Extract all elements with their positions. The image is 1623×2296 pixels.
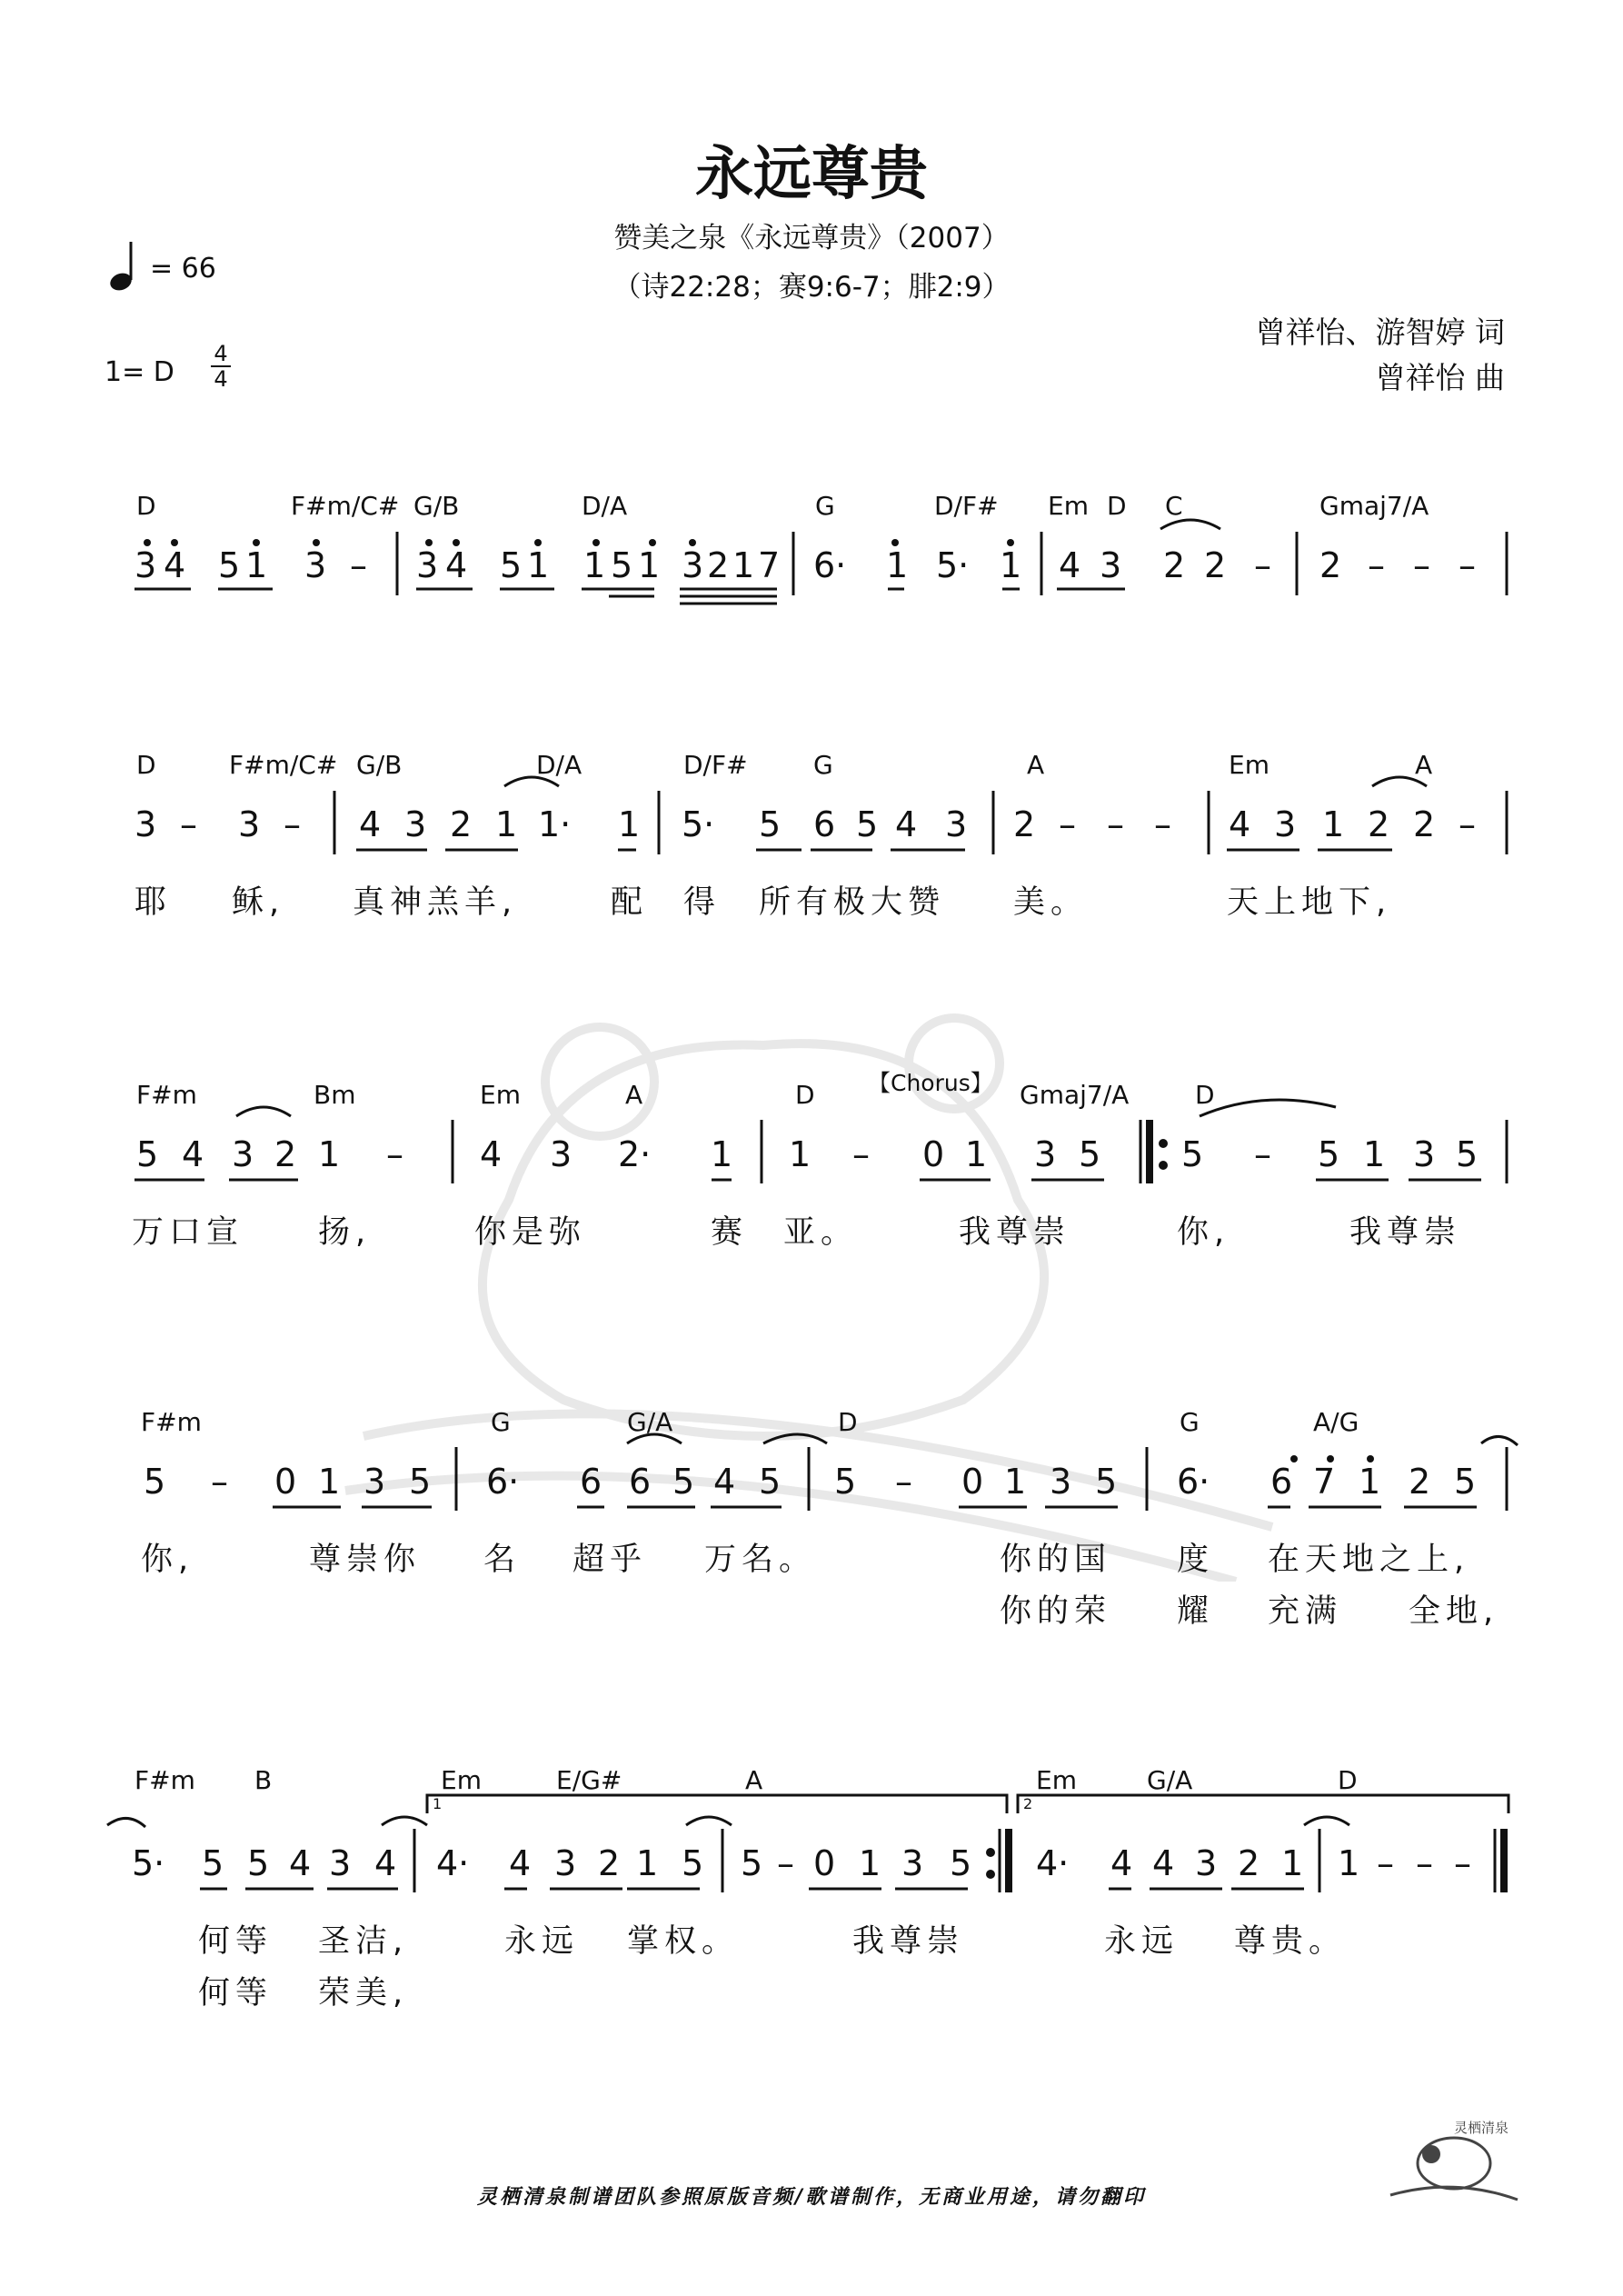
chord: D/A	[536, 750, 582, 780]
lyric: 我尊崇	[1349, 1214, 1462, 1251]
note: 1	[495, 804, 518, 844]
section-marker: 【Chorus】	[868, 1070, 993, 1096]
note: –	[386, 1134, 403, 1174]
note: 1	[1363, 1134, 1386, 1174]
note: 3	[238, 804, 261, 844]
note: 3	[304, 545, 327, 585]
note: 3	[554, 1843, 577, 1883]
chord: E/G#	[556, 1765, 622, 1795]
note: –	[350, 545, 367, 585]
note: 6	[813, 804, 836, 844]
lyric: 稣,	[232, 884, 285, 921]
chord: A	[625, 1080, 643, 1110]
note: 2	[1013, 804, 1036, 844]
note: 1	[1004, 1462, 1027, 1502]
chord: G	[813, 750, 833, 780]
chord: Em	[1036, 1765, 1077, 1795]
lyric: 你,	[1177, 1214, 1230, 1251]
note: 5	[611, 545, 633, 585]
lyric: 真神羔羊,	[353, 884, 518, 921]
chord: A	[1027, 750, 1045, 780]
scripture-ref: （诗22:28；赛9:6-7；腓2:9）	[612, 271, 1011, 304]
note: 5	[1079, 1134, 1101, 1174]
chord: G/A	[1147, 1765, 1193, 1795]
note: 5	[741, 1843, 763, 1883]
song-title: 永远尊贵	[695, 141, 928, 208]
note: 6	[1270, 1462, 1293, 1502]
chord: D/F#	[683, 750, 748, 780]
lyric: 何等	[198, 1923, 274, 1960]
note: 6	[629, 1462, 652, 1502]
note: 1	[732, 545, 755, 585]
chord: G	[1180, 1407, 1200, 1437]
note: –	[895, 1462, 912, 1502]
note: 0	[274, 1462, 297, 1502]
note: 4	[289, 1843, 312, 1883]
lyric-verse2: 充满	[1268, 1593, 1343, 1630]
lyric-verse2: 何等	[198, 1975, 274, 2011]
chord: D	[795, 1080, 815, 1110]
note: 4	[1110, 1843, 1133, 1883]
note: 1	[711, 1134, 733, 1174]
note: 1	[318, 1462, 341, 1502]
note: 1	[318, 1134, 341, 1174]
chord: D/F#	[934, 491, 999, 521]
note: 3	[945, 804, 968, 844]
lyric: 度	[1177, 1542, 1215, 1578]
note: 3	[404, 804, 427, 844]
subtitle: 赞美之泉《永远尊贵》（2007）	[613, 222, 1010, 255]
note: 4	[359, 804, 382, 844]
note: –	[1107, 804, 1124, 844]
note: 5	[759, 804, 782, 844]
note: 5	[1095, 1462, 1118, 1502]
note: 1	[1281, 1843, 1304, 1883]
note: 5	[218, 545, 241, 585]
note: 1	[618, 804, 641, 844]
chord: G/B	[356, 750, 403, 780]
note: 3	[1034, 1134, 1057, 1174]
note: 4·	[436, 1843, 470, 1883]
note: –	[1459, 545, 1476, 585]
chord: Bm	[314, 1080, 356, 1110]
note: 5	[759, 1462, 782, 1502]
lyric: 尊崇你	[309, 1542, 422, 1578]
lyric: 美。	[1013, 884, 1089, 921]
note: 4·	[1036, 1843, 1070, 1883]
note: 2	[598, 1843, 621, 1883]
note: 5	[500, 545, 523, 585]
lyric-verse2: 耀	[1177, 1593, 1215, 1630]
lyric: 赛	[711, 1214, 749, 1251]
lyric: 永远	[504, 1923, 580, 1960]
chord: D/A	[582, 491, 628, 521]
lyric: 亚。	[783, 1214, 859, 1251]
note: 4	[182, 1134, 204, 1174]
volta-1: 1	[433, 1795, 443, 1812]
chord: G/B	[413, 491, 460, 521]
chord: D	[136, 491, 156, 521]
note: –	[1413, 545, 1430, 585]
note: 2	[1238, 1843, 1260, 1883]
composer: 曾祥怡 曲	[1375, 360, 1505, 395]
note: –	[1368, 545, 1385, 585]
note: 3	[363, 1462, 386, 1502]
note: 4	[445, 545, 468, 585]
note: –	[1154, 804, 1171, 844]
note: 5	[1456, 1134, 1479, 1174]
chord: G	[491, 1407, 511, 1437]
note: 3	[232, 1134, 254, 1174]
note: 4	[374, 1843, 397, 1883]
lyric-verse2: 你的荣	[1000, 1593, 1112, 1630]
note: 3	[1274, 804, 1297, 844]
note: 4	[895, 804, 918, 844]
note: 1	[527, 545, 550, 585]
note: 6·	[486, 1462, 520, 1502]
chord: D	[838, 1407, 858, 1437]
note: 4	[1229, 804, 1251, 844]
note: 3	[329, 1843, 352, 1883]
note: 3	[550, 1134, 573, 1174]
note: –	[1459, 804, 1476, 844]
chord: A	[745, 1765, 763, 1795]
lyric: 掌权。	[627, 1923, 740, 1960]
note: 1	[789, 1134, 812, 1174]
note: –	[284, 804, 301, 844]
note: –	[180, 804, 197, 844]
chord: F#m/C#	[229, 750, 338, 780]
note: 1·	[538, 804, 572, 844]
lyric: 你的国	[1000, 1542, 1112, 1578]
lyric-verse2: 全地,	[1409, 1593, 1499, 1630]
note: –	[852, 1134, 870, 1174]
note: 3	[901, 1843, 924, 1883]
note: 1	[636, 1843, 659, 1883]
note: 5·	[132, 1843, 165, 1883]
lyric: 我尊崇	[959, 1214, 1071, 1251]
time-top: 4	[214, 341, 228, 366]
note: –	[1377, 1843, 1394, 1883]
chord: A/G	[1313, 1407, 1359, 1437]
note: 3	[682, 545, 704, 585]
note: 3	[134, 545, 157, 585]
lyric: 永远	[1104, 1923, 1180, 1960]
note: 4	[1059, 545, 1081, 585]
note: 5	[247, 1843, 270, 1883]
logo-text: 灵栖清泉	[1454, 2120, 1509, 2136]
chord: D	[1107, 491, 1127, 521]
note: 5	[856, 804, 879, 844]
lyric: 得	[683, 884, 722, 921]
lyric: 名	[483, 1542, 522, 1578]
lyric: 万名。	[704, 1542, 817, 1578]
note: 5	[1181, 1134, 1204, 1174]
note: 5	[950, 1843, 972, 1883]
note: 5	[136, 1134, 159, 1174]
note: 4	[480, 1134, 503, 1174]
chord: Em	[1048, 491, 1089, 521]
note: 3	[1413, 1134, 1436, 1174]
note: –	[1254, 545, 1271, 585]
note: 2·	[618, 1134, 652, 1174]
note: 2	[1204, 545, 1227, 585]
lyric: 你,	[141, 1542, 194, 1578]
note: 0	[813, 1843, 836, 1883]
tempo: = 66	[150, 253, 216, 285]
note: 1	[886, 545, 909, 585]
chord: Gmaj7/A	[1020, 1080, 1130, 1110]
note: 2	[1163, 545, 1186, 585]
chord: D	[1195, 1080, 1215, 1110]
note: –	[1254, 1134, 1271, 1174]
lyric-verse2: 荣美,	[318, 1975, 409, 2011]
note: 4	[509, 1843, 532, 1883]
note: 5	[409, 1462, 432, 1502]
lyric: 万口宣	[132, 1214, 244, 1251]
chord: Gmaj7/A	[1319, 491, 1429, 521]
lyric: 超乎	[573, 1542, 648, 1578]
note: 2	[1319, 545, 1342, 585]
note: 1	[638, 545, 661, 585]
lyric: 在天地之上,	[1268, 1542, 1470, 1578]
note: –	[1059, 804, 1076, 844]
chord: F#m	[136, 1080, 197, 1110]
note: 4	[713, 1462, 736, 1502]
note: 0	[961, 1462, 984, 1502]
note: 1	[1322, 804, 1345, 844]
note: 1	[583, 545, 606, 585]
note: 4	[164, 545, 186, 585]
note: 6	[580, 1462, 602, 1502]
note: 6·	[813, 545, 847, 585]
note: 0	[922, 1134, 945, 1174]
chord: F#m/C#	[291, 491, 400, 521]
note: 5	[1318, 1134, 1340, 1174]
note: 2	[1368, 804, 1390, 844]
chord: C	[1165, 491, 1183, 521]
volta-2: 2	[1023, 1795, 1033, 1812]
lyric: 所有极大赞	[759, 884, 946, 921]
note: 1	[965, 1134, 988, 1174]
note: 4	[1152, 1843, 1175, 1883]
lyric: 天上地下,	[1227, 884, 1392, 921]
note: 7	[758, 545, 781, 585]
chord: Em	[1229, 750, 1270, 780]
chord: F#m	[134, 1765, 195, 1795]
note: 6·	[1177, 1462, 1210, 1502]
note: 1	[1000, 545, 1022, 585]
note: 3	[416, 545, 439, 585]
chord: A	[1415, 750, 1433, 780]
note: 5	[144, 1462, 166, 1502]
lyric: 圣洁,	[318, 1923, 409, 1960]
lyric: 你是弥	[474, 1214, 587, 1251]
chord: Em	[441, 1765, 482, 1795]
lyric: 扬,	[318, 1214, 372, 1251]
note: 7	[1313, 1462, 1336, 1502]
note: –	[777, 1843, 794, 1883]
lyric: 我尊崇	[852, 1923, 965, 1960]
note: 5	[682, 1843, 704, 1883]
lyricist: 曾祥怡、游智婷 词	[1255, 314, 1505, 350]
chord: G	[815, 491, 835, 521]
chord: G/A	[627, 1407, 673, 1437]
note: 3	[1050, 1462, 1072, 1502]
note: 3	[1195, 1843, 1218, 1883]
note: 5·	[682, 804, 715, 844]
note: 5·	[936, 545, 970, 585]
note: 5	[1454, 1462, 1477, 1502]
note: –	[211, 1462, 228, 1502]
note: 2	[450, 804, 473, 844]
note: 5	[672, 1462, 695, 1502]
note: 5	[834, 1462, 857, 1502]
chord: Em	[480, 1080, 521, 1110]
note: 2	[707, 545, 730, 585]
note: 1	[245, 545, 268, 585]
note: –	[1416, 1843, 1433, 1883]
note: 2	[1409, 1462, 1431, 1502]
lyric: 耶	[134, 884, 173, 921]
chord: D	[1338, 1765, 1358, 1795]
lyric: 尊贵。	[1234, 1923, 1347, 1960]
note: 1	[1338, 1843, 1360, 1883]
note: 2	[274, 1134, 297, 1174]
note: 3	[134, 804, 157, 844]
time-bottom: 4	[214, 366, 228, 392]
note: 2	[1413, 804, 1436, 844]
chord: F#m	[141, 1407, 202, 1437]
note: 1	[859, 1843, 881, 1883]
note: 5	[202, 1843, 224, 1883]
footer-note: 灵栖清泉制谱团队参照原版音频/歌谱制作，无商业用途，请勿翻印	[476, 2186, 1147, 2209]
note: 1	[1359, 1462, 1381, 1502]
key-signature: 1= D	[105, 356, 174, 388]
chord: D	[136, 750, 156, 780]
note: –	[1454, 1843, 1471, 1883]
chord: B	[254, 1765, 273, 1795]
lyric: 配	[611, 884, 649, 921]
note: 3	[1100, 545, 1122, 585]
